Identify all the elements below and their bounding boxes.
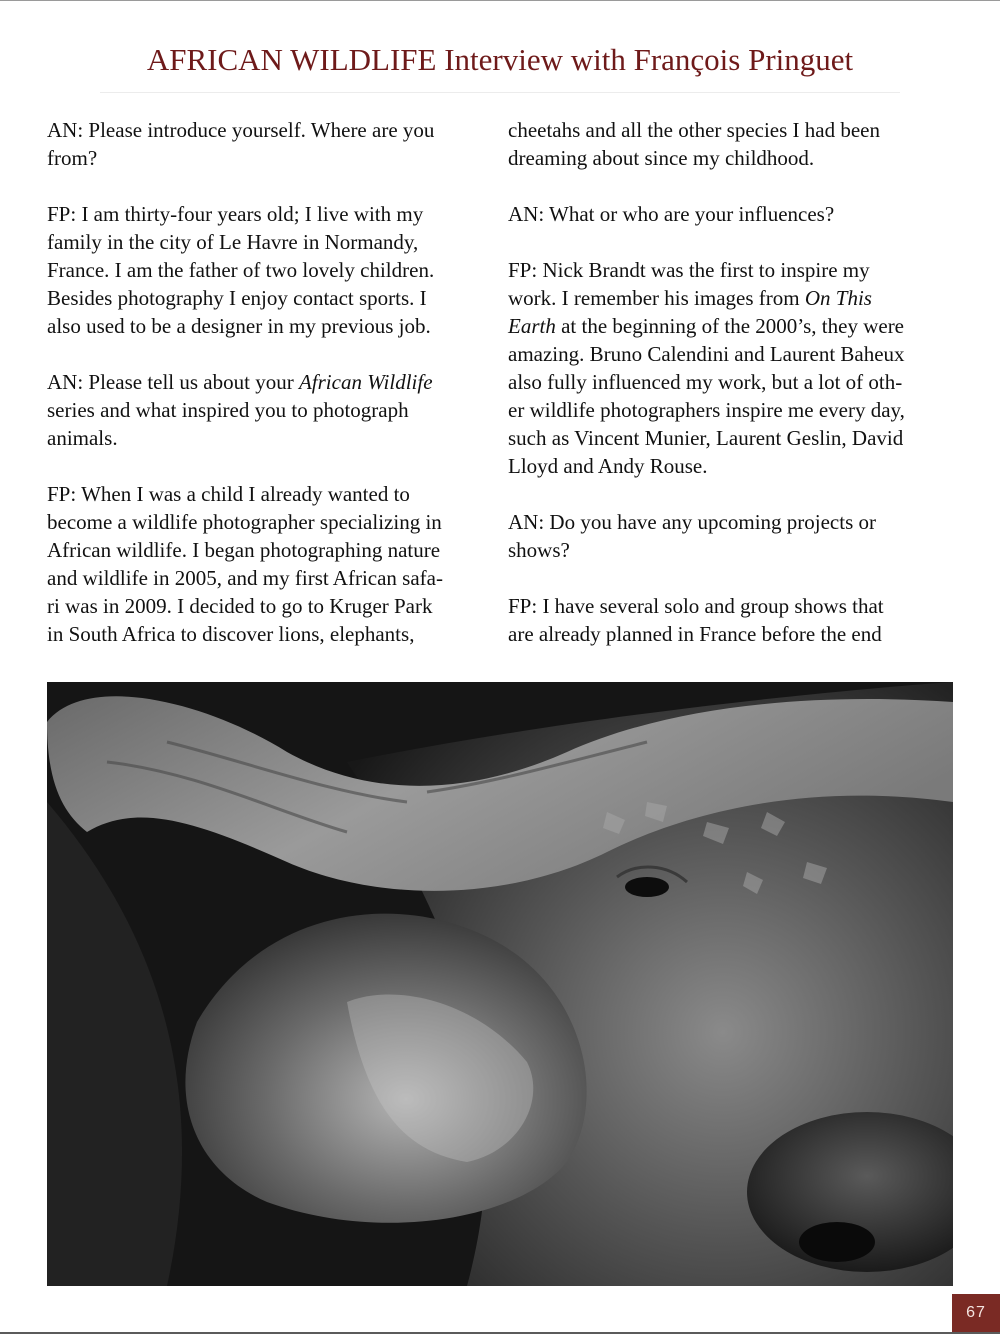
text-line	[47, 536, 497, 564]
text-line	[47, 256, 497, 284]
text-line	[47, 424, 497, 452]
text-line	[47, 144, 497, 172]
text-segment: work. I remember his images from	[508, 286, 805, 310]
text-segment: are already planned in France before the end	[508, 622, 882, 646]
text-segment: become a wildlife photographer specializing in	[47, 510, 442, 534]
text-segment: family in the city of Le Havre in Normandy,	[47, 230, 419, 254]
title-divider	[100, 92, 900, 93]
text-segment: also fully influenced my work, but a lot of oth-	[508, 370, 903, 394]
text-line	[508, 312, 958, 340]
text-line	[47, 396, 497, 424]
text-line	[508, 256, 958, 284]
text-line	[47, 508, 497, 536]
text-line	[508, 452, 958, 480]
text-segment: from?	[47, 146, 98, 170]
text-segment: cheetahs and all the other species I had been	[508, 118, 881, 142]
text-segment: and wildlife in 2005, and my first African safa-	[47, 566, 443, 590]
buffalo-photograph	[47, 682, 953, 1286]
text-segment: in South Africa to discover lions, elephants,	[47, 622, 415, 646]
text-segment: amazing. Bruno Calendini and Laurent Baheux	[508, 342, 905, 366]
text-line	[508, 284, 958, 312]
paragraph	[508, 116, 958, 172]
text-segment: AN: Please tell us about your	[47, 370, 299, 394]
text-segment: at the beginning of the 2000’s, they were	[555, 314, 905, 338]
text-segment: FP: When I was a child I already wanted to	[47, 482, 410, 506]
paragraph	[508, 256, 958, 480]
text-line	[47, 284, 497, 312]
text-segment: AN: What or who are your influences?	[508, 202, 835, 226]
text-line	[508, 200, 958, 228]
text-segment: series and what inspired you to photograph	[47, 398, 409, 422]
text-line	[47, 564, 497, 592]
text-line	[508, 424, 958, 452]
text-line	[47, 592, 497, 620]
text-segment: AN: Do you have any upcoming projects or	[508, 510, 877, 534]
text-segment: such as Vincent Munier, Laurent Geslin, David	[508, 426, 904, 450]
text-segment: France. I am the father of two lovely children.	[47, 258, 435, 282]
article-column-left	[47, 116, 497, 648]
paragraph	[47, 116, 497, 172]
text-segment: AN: Please introduce yourself. Where are you	[47, 118, 435, 142]
text-segment: er wildlife photographers inspire me every day,	[508, 398, 905, 422]
text-line	[508, 116, 958, 144]
text-line	[508, 144, 958, 172]
text-segment: Lloyd and Andy Rouse.	[508, 454, 708, 478]
page-number-badge: 67	[952, 1294, 1000, 1332]
text-segment: Besides photography I enjoy contact sports. I	[47, 286, 427, 310]
text-line	[508, 592, 958, 620]
text-segment: also used to be a designer in my previous job.	[47, 314, 431, 338]
text-segment: animals.	[47, 426, 118, 450]
paragraph	[47, 368, 497, 452]
text-segment: FP: I have several solo and group shows that	[508, 594, 884, 618]
article-column-right	[508, 116, 958, 648]
text-line	[508, 368, 958, 396]
text-segment: African wildlife. I began photographing nature	[47, 538, 441, 562]
text-segment: FP: I am thirty-four years old; I live with my	[47, 202, 424, 226]
buffalo-eye	[625, 877, 669, 897]
text-segment: dreaming about since my childhood.	[508, 146, 815, 170]
italic-title: On This	[804, 286, 872, 310]
text-line	[508, 536, 958, 564]
text-line	[47, 200, 497, 228]
page-title: AFRICAN WILDLIFE Interview with François Pringuet	[146, 42, 854, 77]
text-segment: shows?	[508, 538, 570, 562]
text-line	[47, 480, 497, 508]
paragraph	[508, 200, 958, 228]
text-line	[508, 620, 958, 648]
text-line	[47, 620, 497, 648]
text-line	[508, 508, 958, 536]
italic-title: African Wildlife	[298, 370, 433, 394]
text-line	[508, 340, 958, 368]
paragraph	[47, 480, 497, 648]
text-line	[47, 312, 497, 340]
paragraph	[508, 508, 958, 564]
paragraph	[508, 592, 958, 648]
text-segment: ri was in 2009. I decided to go to Kruger Park	[47, 594, 433, 618]
text-line	[47, 368, 497, 396]
text-line	[508, 396, 958, 424]
text-segment: FP: Nick Brandt was the first to inspire my	[508, 258, 870, 282]
paragraph	[47, 200, 497, 340]
text-line	[47, 116, 497, 144]
text-line	[47, 228, 497, 256]
italic-title: Earth	[508, 314, 556, 338]
top-border	[0, 0, 1000, 1]
